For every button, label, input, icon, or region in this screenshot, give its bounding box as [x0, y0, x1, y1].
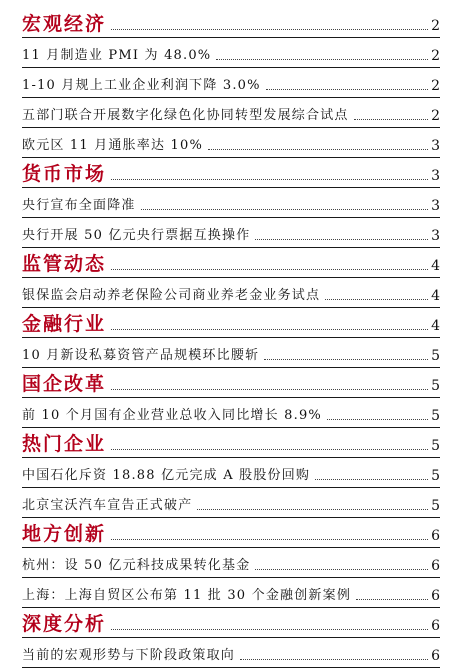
toc-page-number: 5 — [431, 408, 440, 424]
toc-leader — [255, 568, 428, 570]
toc-item[interactable] — [22, 578, 440, 608]
toc-item-title: 中国石化斥资 18.88 亿元完成 A 股股份回购 — [22, 469, 312, 487]
toc-leader — [325, 298, 428, 300]
toc-leader — [197, 508, 428, 510]
toc-item-title: 前 10 个月国有企业营业总收入同比增长 8.9% — [22, 409, 324, 427]
toc-section-title: 金融行业 — [22, 313, 107, 335]
toc-leader — [240, 658, 428, 660]
toc-section[interactable] — [22, 158, 440, 188]
toc-leader — [111, 448, 428, 450]
toc-leader — [111, 28, 428, 30]
toc-item-title: 上海：上海自贸区公布第 11 批 30 个金融创新案例 — [22, 589, 353, 607]
toc-item-title: 1-10 月规上工业企业利润下降 3.0% — [22, 79, 263, 97]
toc-leader — [315, 478, 428, 480]
toc-page-number: 2 — [431, 78, 440, 94]
toc-page-number: 6 — [431, 618, 440, 634]
toc-section-title: 深度分析 — [22, 613, 107, 635]
toc-page-number: 6 — [431, 588, 440, 604]
toc-leader — [216, 58, 428, 60]
toc-section-title: 地方创新 — [22, 523, 107, 545]
toc-item[interactable] — [22, 548, 440, 578]
toc-item[interactable] — [22, 488, 440, 518]
toc-page-number: 6 — [431, 558, 440, 574]
toc-item[interactable] — [22, 398, 440, 428]
toc-item[interactable] — [22, 38, 440, 68]
toc-item[interactable] — [22, 458, 440, 488]
toc-page-number: 5 — [431, 348, 440, 364]
toc-item[interactable] — [22, 188, 440, 218]
toc-leader — [111, 388, 428, 390]
toc-item[interactable] — [22, 128, 440, 158]
toc-page-number: 2 — [431, 48, 440, 64]
toc-section[interactable] — [22, 368, 440, 398]
toc-page-number: 3 — [431, 198, 440, 214]
toc-item-title: 当前的宏观形势与下阶段政策取向 — [22, 649, 237, 667]
toc-leader — [255, 238, 428, 240]
toc-page-number: 2 — [431, 108, 440, 124]
toc-section[interactable] — [22, 248, 440, 278]
toc-page-number: 6 — [431, 648, 440, 664]
toc-page-number: 5 — [431, 468, 440, 484]
toc-leader — [111, 178, 428, 180]
toc-leader — [111, 268, 428, 270]
toc-section[interactable] — [22, 308, 440, 338]
toc-section-title: 货币市场 — [22, 163, 107, 185]
toc-item-title: 央行宣布全面降准 — [22, 199, 138, 217]
toc-section-title: 宏观经济 — [22, 13, 107, 35]
toc-page-number: 5 — [431, 438, 440, 454]
toc-item[interactable] — [22, 638, 440, 668]
toc-item-title: 银保监会启动养老保险公司商业养老金业务试点 — [22, 289, 322, 307]
toc-page-number: 4 — [431, 288, 440, 304]
toc-item-title: 11 月制造业 PMI 为 48.0% — [22, 49, 213, 67]
toc-section-title: 监管动态 — [22, 253, 107, 275]
toc-leader — [111, 328, 428, 330]
toc-page-number: 4 — [431, 318, 440, 334]
toc-leader — [141, 208, 428, 210]
toc-leader — [264, 358, 428, 360]
toc-item[interactable] — [22, 218, 440, 248]
table-of-contents — [22, 8, 440, 668]
toc-leader — [111, 628, 428, 630]
toc-section[interactable] — [22, 518, 440, 548]
toc-item-title: 北京宝沃汽车宣告正式破产 — [22, 499, 194, 517]
toc-section[interactable] — [22, 608, 440, 638]
toc-item-title: 欧元区 11 月通胀率达 10% — [22, 139, 205, 157]
toc-leader — [354, 118, 428, 120]
toc-page-number: 4 — [431, 258, 440, 274]
toc-section[interactable] — [22, 8, 440, 38]
toc-leader — [327, 418, 428, 420]
toc-section-title: 国企改革 — [22, 373, 107, 395]
toc-page-number: 2 — [431, 18, 440, 34]
toc-section[interactable] — [22, 428, 440, 458]
toc-leader — [111, 538, 428, 540]
toc-item[interactable] — [22, 338, 440, 368]
toc-page-number: 5 — [431, 498, 440, 514]
toc-item-title: 10 月新设私募资管产品规模环比腰斩 — [22, 349, 261, 367]
toc-item[interactable] — [22, 98, 440, 128]
toc-leader — [356, 598, 428, 600]
toc-page-number: 5 — [431, 378, 440, 394]
toc-page-number: 3 — [431, 228, 440, 244]
toc-item-title: 央行开展 50 亿元央行票据互换操作 — [22, 229, 252, 247]
toc-leader — [208, 148, 428, 150]
toc-item-title: 五部门联合开展数字化绿色化协同转型发展综合试点 — [22, 109, 351, 127]
toc-section-title: 热门企业 — [22, 433, 107, 455]
toc-leader — [266, 88, 428, 90]
toc-page-number: 6 — [431, 528, 440, 544]
toc-page-number: 3 — [431, 168, 440, 184]
toc-item-title: 杭州：设 50 亿元科技成果转化基金 — [22, 559, 252, 577]
toc-page-number: 3 — [431, 138, 440, 154]
toc-item[interactable] — [22, 278, 440, 308]
toc-item[interactable] — [22, 68, 440, 98]
